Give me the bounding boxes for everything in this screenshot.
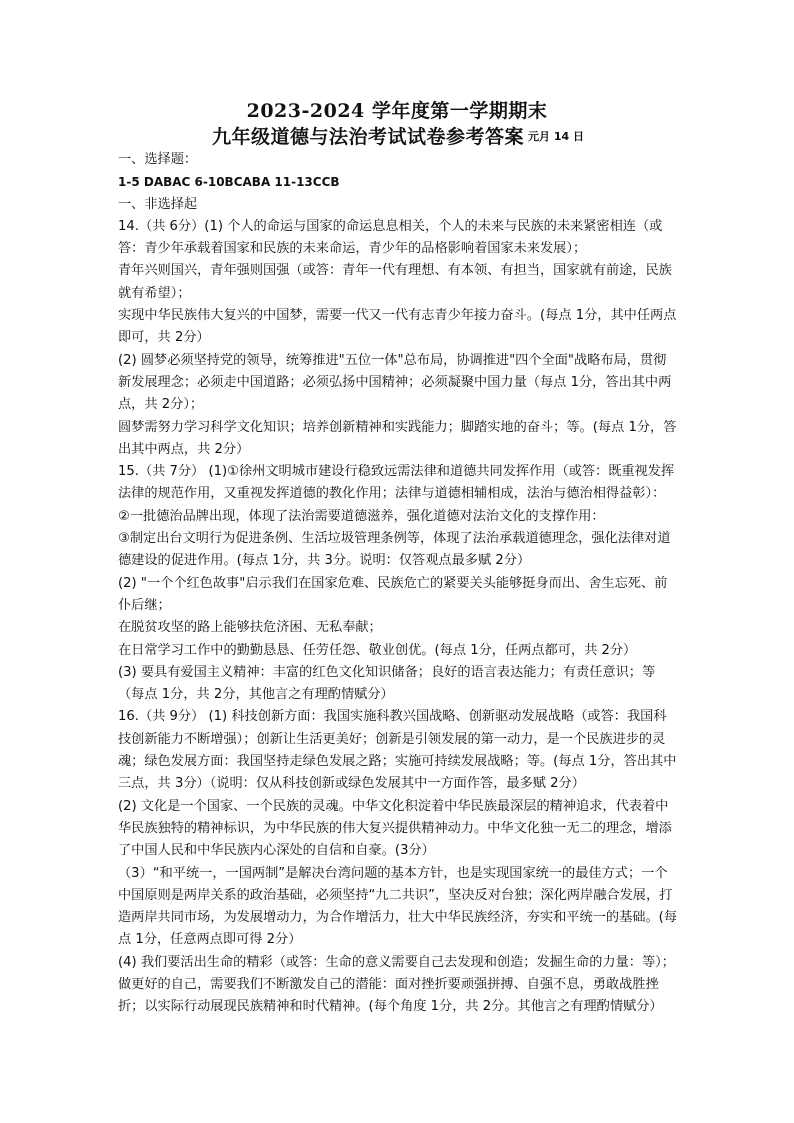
q14-part2-a: (2) 圆梦必须坚持党的领导，统筹推进"五位一体"总布局，协调推进"四个全面"战略布局，贯彻新发展理念；必须走中国道路；必须弘扬中国精神；必须凝聚中国力量（每点 1分，答出其中两点，共 2分）； [118, 352, 672, 413]
q15-part2-a: (2) "一个个红色故事"启示我们在国家危难、民族危亡的紧要关头能够挺身而出、舍生忘死、前仆后继； [118, 575, 668, 613]
q14-part1-b: 青年兴则国兴，青年强则国强（或答：青年一代有理想、有本领、有担当，国家就有前途，民族就有希望）； [118, 263, 672, 301]
answer-content [118, 149, 678, 1019]
q14-part2-b: 圆梦需努力学习科学文化知识；培养创新精神和实践能力；脚踏实地的奋斗；等。(每点 1分，答出其中两点，共 2分） [118, 419, 677, 457]
document-subtitle: 九年级道德与法治考试试卷参考答案 [212, 126, 525, 148]
q15-part2-b: 在脱贫攻坚的路上能够扶危济困、无私奉献； [118, 620, 382, 636]
q15-part3: (3) 要具有爱国主义精神：丰富的红色文化知识储备；良好的语言表达能力；有责任意识；等（每点 1分，共 2分，其他言之有理酌情赋分） [118, 664, 656, 703]
section-heading-choice: 一、选择题： [118, 152, 198, 167]
section-heading-nonchoice: 一、非选择起 [118, 196, 198, 212]
q15-part1-b: ②一批德治品牌出现，体现了法治需要道德滋养，强化道德对法治文化的支撑作用： [118, 508, 605, 524]
q15-part1-c: ③制定出台文明行为促进条例、生活垃圾管理条例等，体现了法治承载道德理念，强化法律对道德建设的促进作用。(每点 1分，共 3分。说明：仅答观点最多赋 2分） [118, 531, 671, 569]
q15-part2-c: 在日常学习工作中的勤勤恳恳、任劳任怨、敬业创优。(每点 1分，任两点都可，共 2分） [118, 642, 637, 658]
document-title: 2023-2024 学年度第一学期期末 [246, 100, 548, 122]
q16-part4: (4) 我们要活出生命的精彩（或答：生命的意义需要自己去发现和创造；发掘生命的力量：等）；做更好的自己，需要我们不断激发自己的潜能：面对挫折要顽强拼搏、自强不息，勇敢战胜挫折；以实际行动展现民族精神和时代精神。(每个角度 1分，共 2分。其他言之有理酌情赋分） [118, 954, 675, 1015]
q14-part1-a: 14.（共 6分）(1) 个人的命运与国家的命运息息相关，个人的未来与民族的未来紧密相连（或答：青少年承载着国家和民族的未来命运，青少年的品格影响着国家未来发展）； [118, 218, 663, 257]
q16-part1: 16.（共 9分） (1) 科技创新方面：我国实施科教兴国战略、创新驱动发展战略（或答：我国科技创新能力不断增强）；创新让生活更美好；创新是引领发展的第一动力，是一个民族进步的灵魂；绿色发展方面：我国坚持走绿色发展之路；实施可持续发展战略；等。(每点 1分，答出其中三点，共 3分）（说明：仅从科技创新或绿色发展其中一方面作答，最多赋 2分） [118, 709, 677, 792]
q15-part1-a: 15.（共 7分） (1)①徐州文明城市建设行稳致远需法律和道德共同发挥作用（或答：既重视发挥法律的规范作用，又重视发挥道德的教化作用；法律与道德相辅相成，法治与德治相得益彰）： [118, 464, 675, 502]
q16-part3: （3）“和平统一，一国两制”是解决台湾问题的基本方针，也是实现国家统一的最佳方式；一个中国原则是两岸关系的政治基础，必须坚持“九二共识”，坚决反对台独；深化两岸融合发展，打造两岸共同市场，为发展增动力，为合作增活力，壮大中华民族经济，夯实和平统一的基础。(每点 1分，任意两点即可得 2分） [118, 865, 678, 948]
choice-answers: 1-5 DABAC 6-10BCABA 11-13CCB [118, 175, 340, 190]
document-date: 元月 14 日 [528, 130, 584, 143]
q16-part2: (2) 文化是一个国家、一个民族的灵魂。中华文化积淀着中华民族最深层的精神追求，代表着中华民族独特的精神标识，为中华民族的伟大复兴提供精神动力。中华文化独一无二的理念，增添了中国人民和中华民族内心深处的自信和自豪。(3分） [118, 798, 672, 859]
q14-part1-c: 实现中华民族伟大复兴的中国梦，需要一代又一代有志青少年接力奋斗。(每点 1分，其中任两点即可，共 2分） [118, 308, 677, 346]
